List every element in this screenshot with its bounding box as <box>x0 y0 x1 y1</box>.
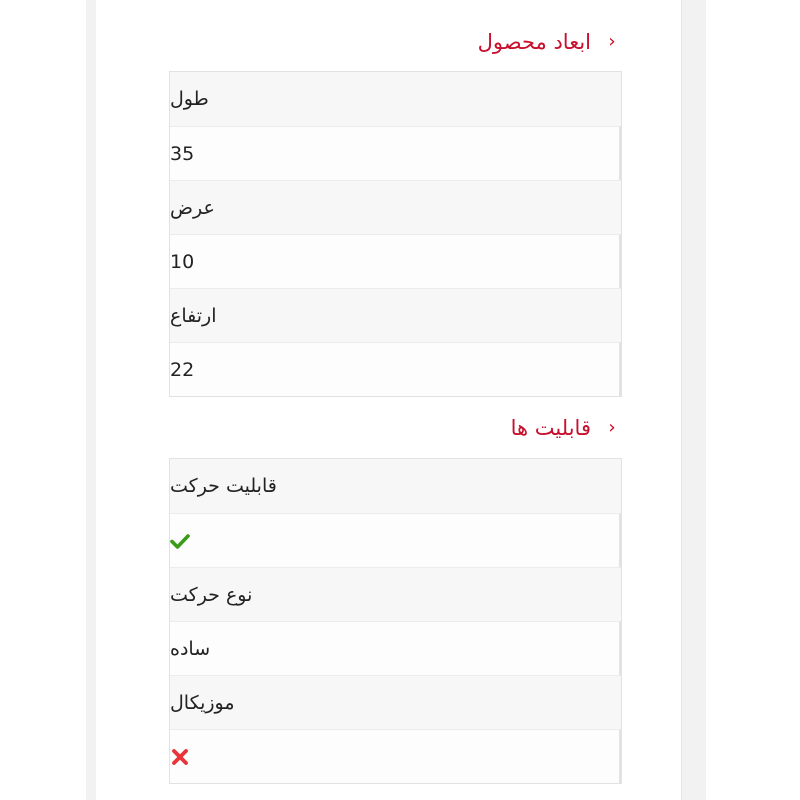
section-title: قابلیت ها <box>510 416 591 440</box>
spec-value-movable <box>170 513 621 567</box>
spec-value-text: 35 <box>170 142 195 165</box>
spec-table-dimensions <box>169 71 622 397</box>
spec-label-text: موزیکال <box>170 691 235 714</box>
section-header-features[interactable] <box>511 413 623 443</box>
page-gutter-right <box>681 0 706 800</box>
chevron-left-icon: ‹ <box>608 31 616 52</box>
spec-label-musical <box>170 675 621 729</box>
spec-value-text: 22 <box>170 358 195 381</box>
spec-value-text: 10 <box>170 250 195 273</box>
spec-label-movable <box>170 459 621 513</box>
page-gutter-left <box>86 0 96 800</box>
section-header-dimensions[interactable] <box>478 27 623 57</box>
spec-label-text: نوع حرکت <box>170 583 253 606</box>
spec-label-text: طول <box>170 88 209 110</box>
section-title: ابعاد محصول <box>477 30 591 54</box>
spec-value-width <box>170 234 621 288</box>
spec-value-length <box>170 126 621 180</box>
spec-label-width <box>170 180 621 234</box>
spec-value-musical <box>170 729 621 783</box>
cross-icon <box>170 747 190 767</box>
product-specs-panel <box>96 0 681 800</box>
spec-value-height <box>170 342 621 396</box>
spec-label-length <box>170 72 621 126</box>
spec-label-height <box>170 288 621 342</box>
spec-label-text: قابلیت حرکت <box>170 475 277 497</box>
spec-label-movement-type <box>170 567 621 621</box>
spec-label-text: ارتفاع <box>170 304 217 327</box>
spec-value-text: ساده <box>170 637 211 660</box>
spec-value-movement-type <box>170 621 621 675</box>
spec-table-features <box>169 458 622 784</box>
chevron-left-icon: ‹ <box>608 417 616 438</box>
check-icon <box>170 531 190 551</box>
spec-label-text: عرض <box>170 196 215 219</box>
